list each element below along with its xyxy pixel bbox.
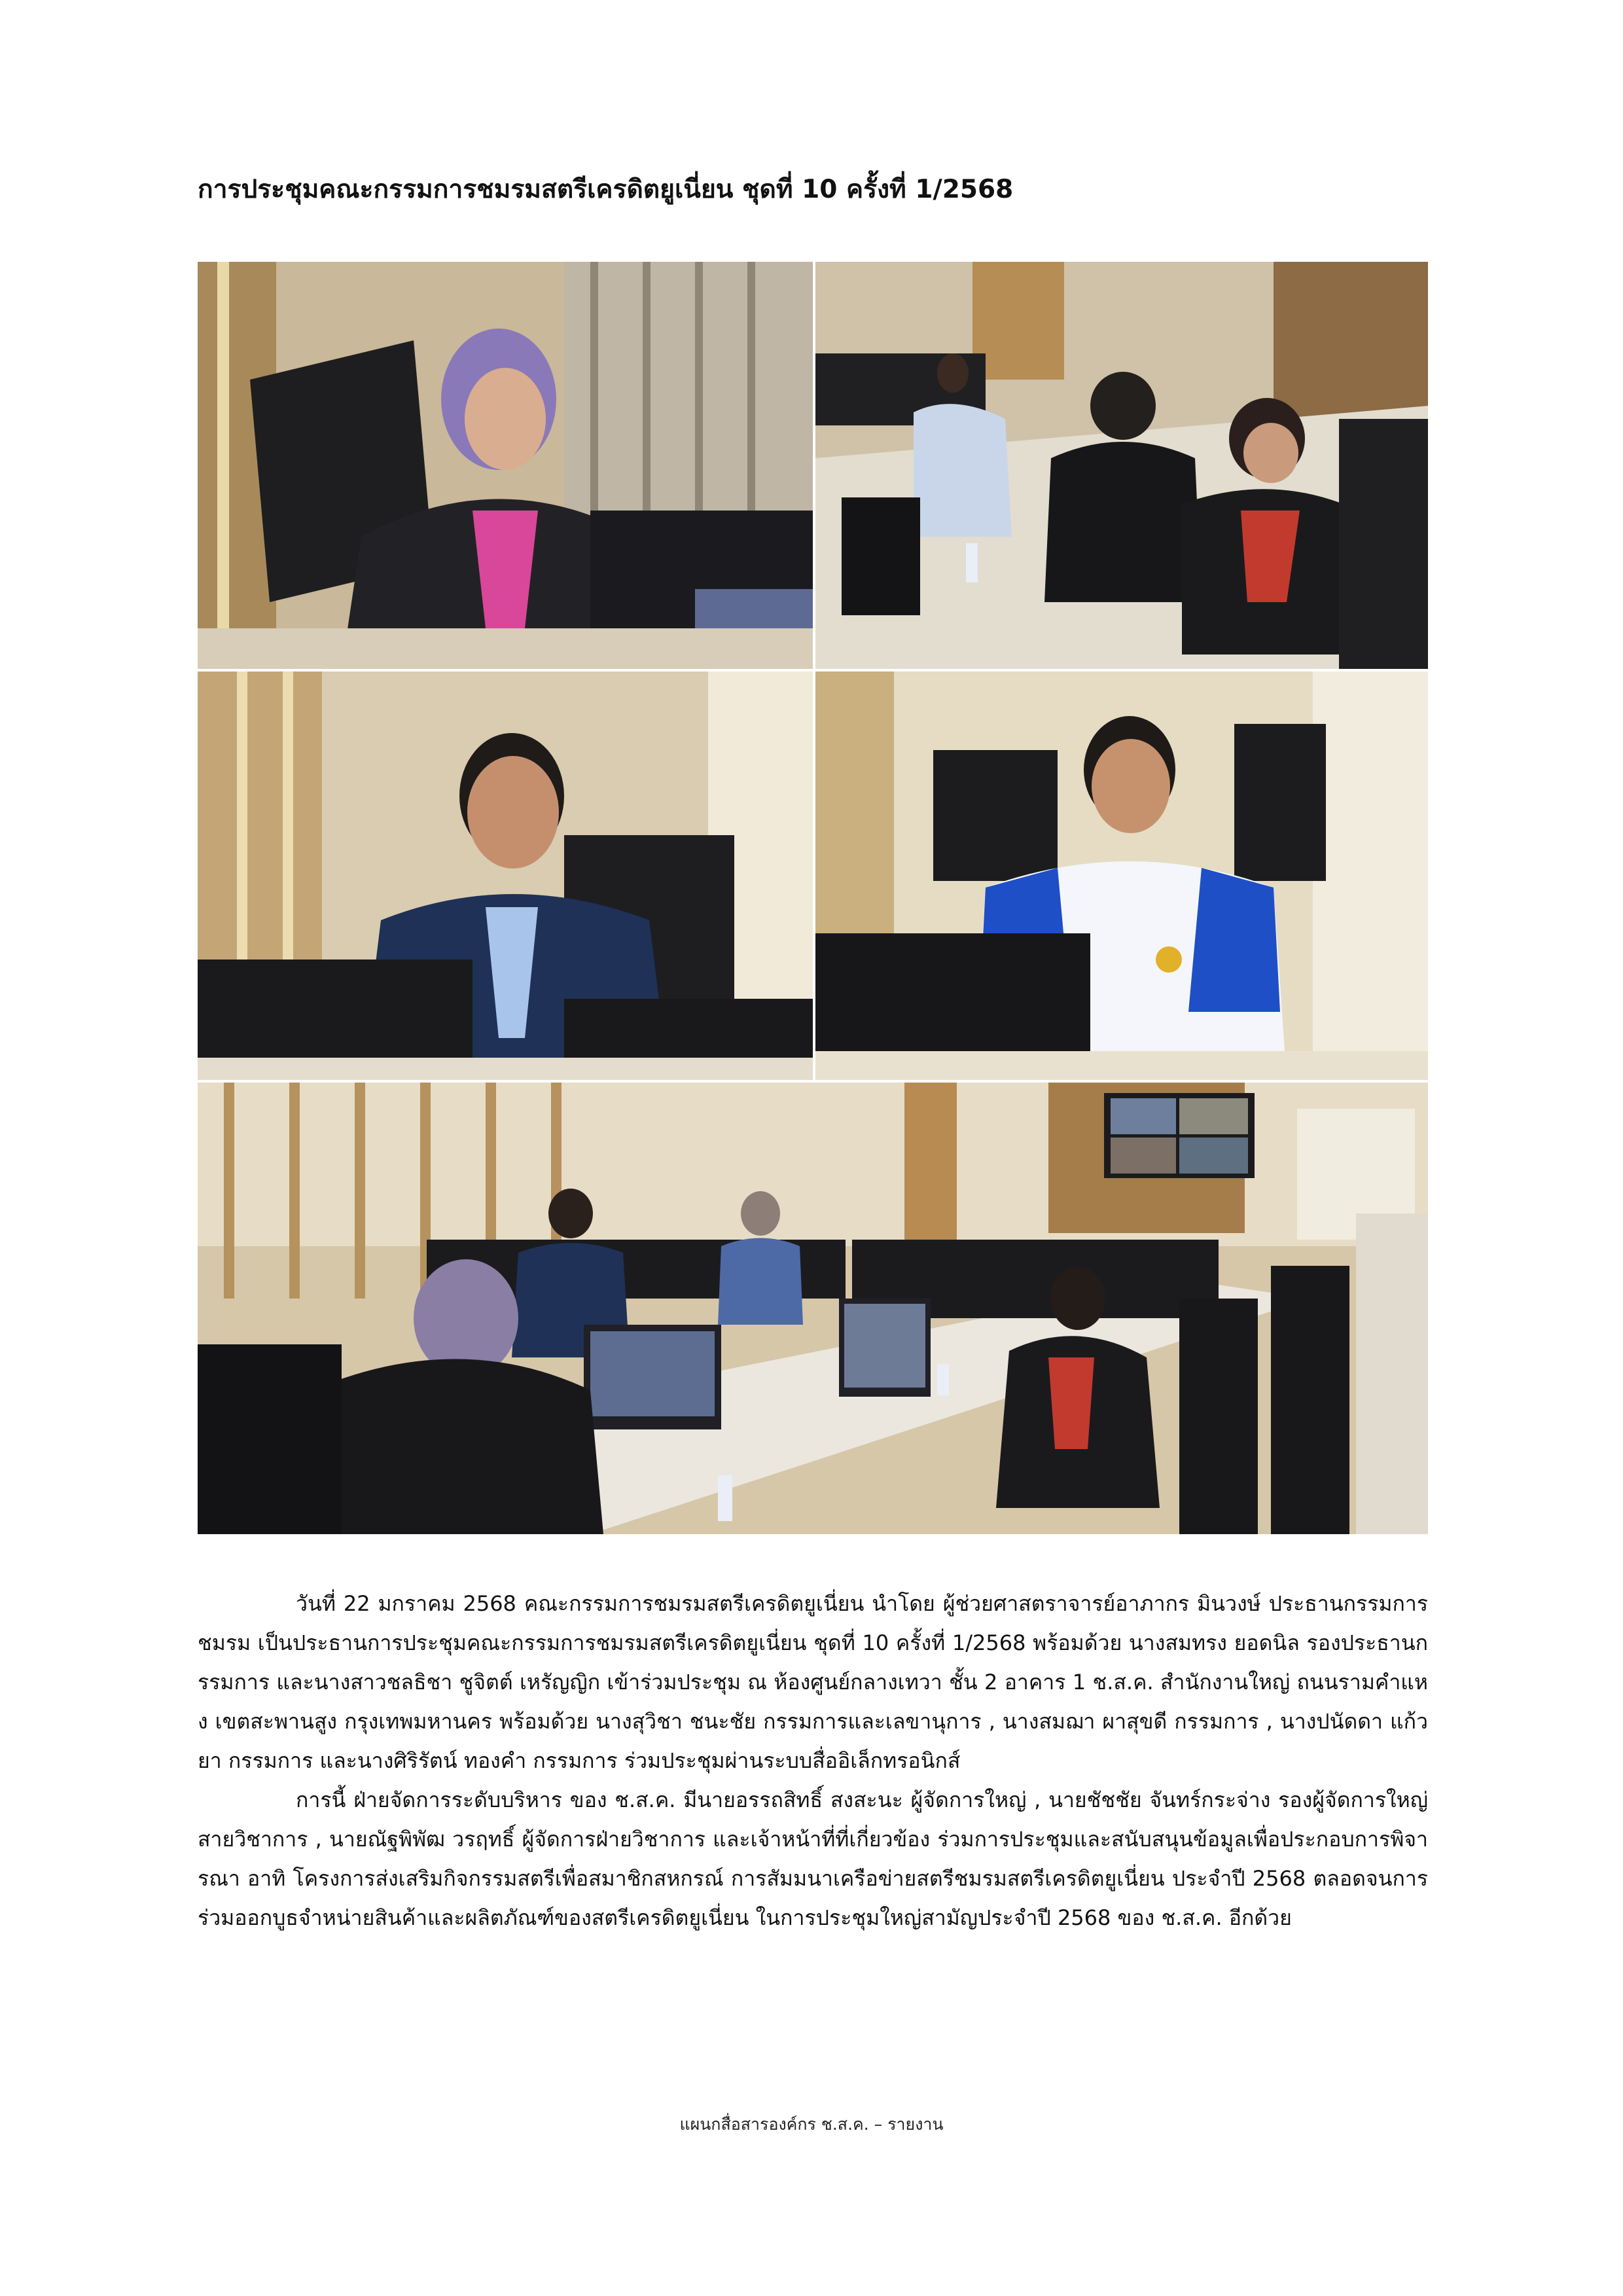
meeting-photo-manager <box>198 672 813 1080</box>
meeting-photo-table-participants <box>815 262 1428 669</box>
meeting-photo-deputy-manager <box>815 672 1428 1080</box>
page-title: การประชุมคณะกรรมการชมรมสตรีเครดิตยูเนี่ยน ชุดที่ 10 ครั้งที่ 1/2568 <box>198 175 1014 204</box>
meeting-photo-chairwoman <box>198 262 813 669</box>
article-body <box>198 1584 1428 1937</box>
article-paragraph: วันที่ 22 มกราคม 2568 คณะกรรมการชมรมสตรีเครดิตยูเนี่ยน นำโดย ผู้ช่วยศาสตราจารย์อาภากร มินวงษ์ ประธานกรรมการชมรม เป็นประธานการประชุมคณะกรรมการชมรมสตรีเครดิตยูเนี่ยน ชุดที่ 10 ครั้งที่ 1/2568 พร้อมด้วย นางสมทรง ยอดนิล รองประธานกรรมการ และนางสาวชลธิชา ชูจิตต์ เหรัญญิก เข้าร่วมประชุม ณ ห้องศูนย์กลางเทวา ชั้น 2 อาคาร 1 ช.ส.ค. สำนักงานใหญ่ ถนนรามคำแหง เขตสะพานสูง กรุงเทพมหานคร พร้อมด้วย นางสุวิชา ชนะชัย กรรมการและเลขานุการ , นางสมฌา ผาสุขดี กรรมการ , นางปนัดดา แก้วยา กรรมการ และนางศิริรัตน์ ทองคำ กรรมการ ร่วมประชุมผ่านระบบสื่ออิเล็กทรอนิกส์ <box>198 1591 1429 1773</box>
report-credit: แผนกสื่อสารองค์กร ช.ส.ค. – รายงาน <box>679 2115 944 2134</box>
meeting-photo-room-overview <box>198 1083 1428 1534</box>
article-paragraph: การนี้ ฝ่ายจัดการระดับบริหาร ของ ช.ส.ค. มีนายอรรถสิทธิ์ สงสะนะ ผู้จัดการใหญ่ , นายชัชชัย จันทร์กระจ่าง รองผู้จัดการใหญ่สายวิชาการ , นายณัฐพิพัฒ วรฤทธิ์ ผู้จัดการฝ่ายวิชาการ และเจ้าหน้าที่ที่เกี่ยวข้อง ร่วมการประชุมและสนับสนุนข้อมูลเพื่อประกอบการพิจารณา อาทิ โครงการส่งเสริมกิจกรรมสตรีเพื่อสมาชิกสหกรณ์ การสัมมนาเครือข่ายสตรีชมรมสตรีเครดิตยูเนี่ยน ประจำปี 2568 ตลอดจนการร่วมออกบูธจำหน่ายสินค้าและผลิตภัณฑ์ของสตรีเครดิตยูเนี่ยน ในการประชุมใหญ่สามัญประจำปี 2568 ของ ช.ส.ค. อีกด้วย <box>198 1787 1428 1930</box>
